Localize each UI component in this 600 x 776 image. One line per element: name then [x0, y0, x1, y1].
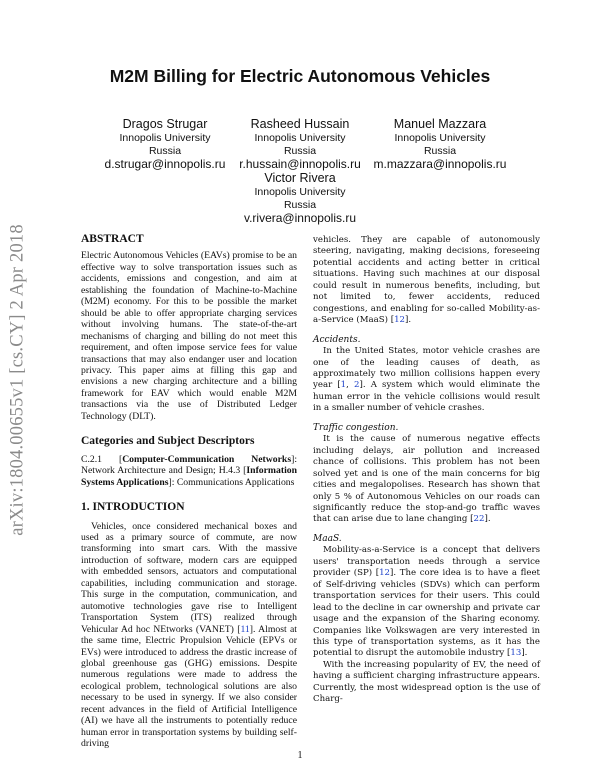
- accidents-heading: Accidents.: [313, 334, 361, 345]
- author-email: v.rivera@innopolis.ru: [243, 211, 356, 225]
- categories-end: ]: Communications Applications: [168, 476, 295, 488]
- abstract-text: Electric Autonomous Vehicles (EAVs) promise to be an effective way to solve transportation issues such as accidents, emissions and congestion, and aim at establishing the foundation of Machine-to-Machine (M2M) economy. For this to be possible the market should be able to offer appropriate charging services without involving humans. The state-of-the-art mechanisms of charging and billing do not meet this requirement, and often impose service fees for value transactions that may also endanger user and location privacy. This paper aims at filling this gap and envisions a new charging architecture and a billing framework for EAV which would enable M2M transactions via the use of Distributed Ledger Technology (DLT).: [81, 250, 297, 422]
- author-country: Russia: [423, 144, 457, 157]
- maas-text-b: ]. The core idea is to have a fleet of Self-driving vehicles (SDVs) which can perform transportation services for their users. This could lead to the decline in car ownership and private car usage and the expansion of the Sharing economy. Companies like Volkswagen are very interested in this type of transportation systems, as it has the potential to disrupt the automobile industry [: [313, 568, 540, 659]
- categories-heading: Categories and Subject Descriptors: [81, 435, 255, 448]
- citation-link[interactable]: 1: [340, 380, 347, 391]
- continued-text-a: vehicles. They are capable of autonomously steering, navigating, making decisions, foreseeing potential accidents and acting better in critical situations. Having such machines at our disposal could result in numerous benefits, including, but not limited to, fewer accidents, reduced congestions, and enabling for so-called Mobility-as-a-Service (MaaS) [: [313, 235, 540, 326]
- author-block: [345, 117, 535, 171]
- accidents-sep: ,: [346, 380, 355, 391]
- accidents-text-b: ]. A system which would eliminate the human error in the vehicle collisions would result in a smaller number of vehicle crashes.: [313, 380, 540, 414]
- author-name: Manuel Mazzara: [393, 117, 487, 131]
- paper-title: M2M Billing for Electric Autonomous Vehicles: [109, 66, 491, 86]
- arxiv-stamp: [3, 200, 33, 560]
- category-networks: Computer-Communication Networks: [122, 453, 292, 465]
- author-email: r.hussain@innopolis.ru: [239, 157, 361, 171]
- introduction-heading: 1. INTRODUCTION: [81, 501, 185, 514]
- continued-text-b: ].: [405, 315, 412, 326]
- citation-link[interactable]: 11: [240, 623, 250, 635]
- author-affiliation: Innopolis University: [254, 186, 346, 198]
- author-affiliation: Innopolis University: [394, 132, 486, 144]
- maas-heading: MaaS.: [313, 533, 342, 544]
- maas-paragraph: [313, 545, 540, 660]
- intro-text-b: ]. Almost at the same time, Electric Propulsion Vehicle (EPVs or EVs) were introduced to address the drastic increase of global greenhouse gas (GHG) emissions. Despite numerous regulations were made to address the ecological problem, technological solutions are also necessary to be used in synergy. If we also consider recent advances in the field of Artificial Intelligence (AI) we have all the instruments to potentially reduce human error in transportation systems by building self-driving: [81, 623, 297, 750]
- author-country: Russia: [283, 144, 317, 157]
- traffic-text-a: It is the cause of numerous negative effects including delays, air pollution and increased chance of collisions. This problem has not been solved yet and is one of the main concerns for big cities and megalopolises. Research has shown that only 5 % of Autonomous Vehicles on our roads can significantly reduce the stop-and-go traffic waves that can arise due to lane changing [: [313, 434, 540, 525]
- introduction-paragraph: [81, 521, 297, 750]
- maas-text-a: Mobility-as-a-Service is a concept that delivers users' transportation needs through a service provider (SP) [: [313, 545, 540, 579]
- accidents-paragraph: [313, 346, 540, 415]
- traffic-heading: Traffic congestion.: [313, 422, 399, 433]
- categories-code: C.2.1 [: [81, 453, 123, 465]
- citation-link[interactable]: 22: [473, 514, 485, 525]
- continued-paragraph: [313, 235, 540, 327]
- author-name: Dragos Strugar: [122, 117, 208, 131]
- author-affiliation: Innopolis University: [119, 132, 211, 144]
- author-block: [205, 171, 395, 225]
- categories-text: [81, 454, 297, 488]
- arxiv-stamp-text: arXiv:1804.00655v1 [cs.CY] 2 Apr 2018: [7, 224, 28, 536]
- page-number: 1: [297, 750, 303, 761]
- author-affiliation: Innopolis University: [254, 132, 346, 144]
- abstract-heading: ABSTRACT: [81, 233, 144, 245]
- author-name: Rasheed Hussain: [250, 117, 350, 131]
- author-country: Russia: [283, 198, 317, 211]
- author-email: m.mazzara@innopolis.ru: [373, 157, 507, 171]
- author-email: d.strugar@innopolis.ru: [104, 157, 226, 171]
- traffic-paragraph: [313, 434, 540, 526]
- citation-link[interactable]: 12: [394, 315, 406, 326]
- citation-link[interactable]: 12: [379, 568, 391, 579]
- traffic-text-b: ].: [484, 514, 491, 525]
- left-column: [81, 234, 297, 750]
- accidents-text-a: In the United States, motor vehicle crashes are one of the leading causes of death, as approximately two million collisions happen every year [: [313, 346, 540, 391]
- intro-text-a: Vehicles, once considered mechanical boxes and used as a primary source of commute, are now transforming into smart cars. With the massive introduction of software, modern cars are equipped with embedded sensors, actuators and computational capabilities, including communication and storage. This surge in the computation, communication, and automotive technologies gave rise to Intelligent Transportation System (ITS) realized through Vehicular Ad hoc NEtworks (VANET) [: [81, 520, 297, 635]
- citation-link[interactable]: 13: [510, 648, 522, 659]
- citation-link[interactable]: 2: [354, 380, 360, 391]
- right-column: [313, 235, 540, 706]
- maas-text-c: ].: [521, 648, 528, 659]
- category-applications: Information Systems Applications: [81, 465, 297, 488]
- charging-paragraph: With the increasing popularity of EV, the need of having a sufficient charging infrastructure appears. Currently, the most widespread option is the use of Charg-: [313, 659, 540, 705]
- author-name: Victor Rivera: [264, 171, 336, 185]
- author-country: Russia: [148, 144, 182, 157]
- categories-mid: ]: Network Architecture and Design; H.4.3 [: [81, 453, 298, 477]
